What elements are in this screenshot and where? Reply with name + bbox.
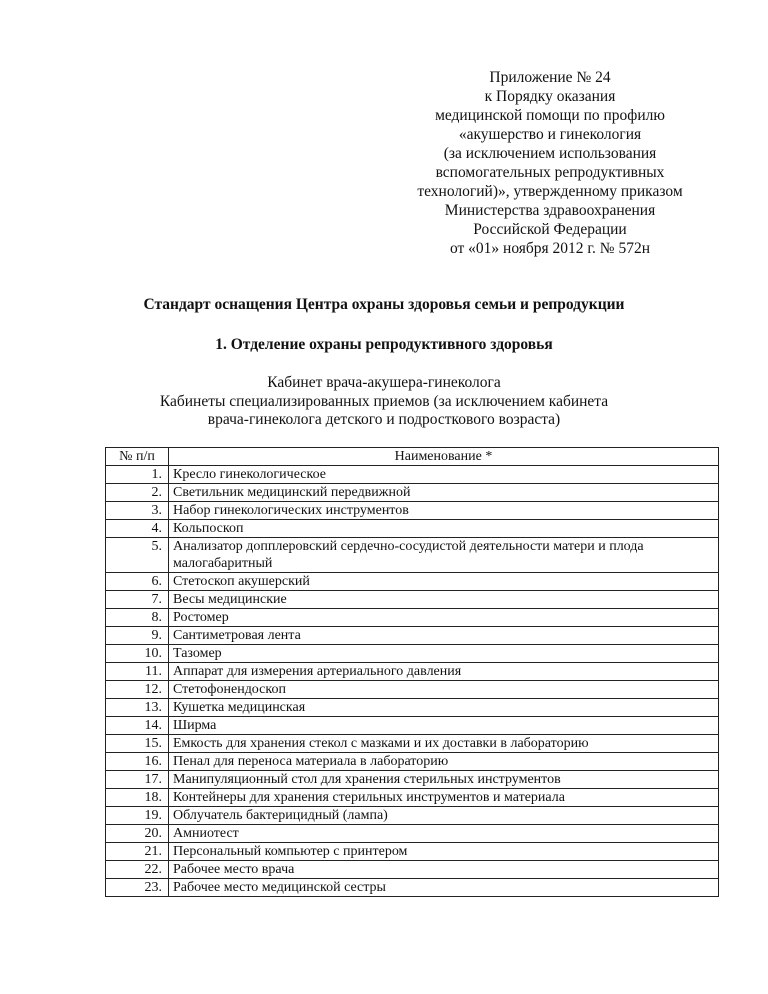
table-row: [106, 681, 719, 699]
table-row: [106, 627, 719, 645]
row-name: Тазомер: [169, 645, 719, 663]
appendix-line: технологий)», утвержденному приказом: [417, 183, 683, 200]
row-name: Стетофонендоскоп: [169, 681, 719, 699]
row-name: Кресло гинекологическое: [169, 466, 719, 484]
table-row: [106, 520, 719, 538]
table-row: [106, 789, 719, 807]
row-name: Ростомер: [169, 609, 719, 627]
appendix-line: вспомогательных репродуктивных: [435, 164, 665, 181]
table-row: [106, 573, 719, 591]
row-number: 6.: [106, 573, 169, 591]
row-name: Манипуляционный стол для хранения стерильных инструментов: [169, 771, 719, 789]
row-name: Кушетка медицинская: [169, 699, 719, 717]
table-row: [106, 591, 719, 609]
row-name: Кольпоскоп: [169, 520, 719, 538]
row-number: 2.: [106, 484, 169, 502]
row-name: Светильник медицинский передвижной: [169, 484, 719, 502]
table-row: [106, 645, 719, 663]
row-name: Весы медицинские: [169, 591, 719, 609]
row-name: Контейнеры для хранения стерильных инструментов и материала: [169, 789, 719, 807]
row-name: Пенал для переноса материала в лабораторию: [169, 753, 719, 771]
row-number: 16.: [106, 753, 169, 771]
cabinets-description: [0, 374, 768, 430]
row-number: 15.: [106, 735, 169, 753]
table-row: [106, 861, 719, 879]
row-number: 8.: [106, 609, 169, 627]
row-name: Персональный компьютер с принтером: [169, 843, 719, 861]
row-name: Емкость для хранения стекол с мазками и их доставки в лабораторию: [169, 735, 719, 753]
row-name: Ширма: [169, 717, 719, 735]
row-number: 17.: [106, 771, 169, 789]
appendix-line: Российской Федерации: [473, 221, 627, 238]
table-row: [106, 843, 719, 861]
cabinets-line: врача-гинеколога детского и подросткового возраста): [207, 411, 561, 428]
table-row: [106, 699, 719, 717]
row-number: 9.: [106, 627, 169, 645]
row-number: 3.: [106, 502, 169, 520]
table-row: [106, 753, 719, 771]
appendix-line: Приложение № 24: [489, 69, 611, 86]
appendix-line: к Порядку оказания: [484, 88, 616, 105]
header-number: № п/п: [106, 448, 169, 466]
row-name: Набор гинекологических инструментов: [169, 502, 719, 520]
table-row: [106, 484, 719, 502]
row-name: Амниотест: [169, 825, 719, 843]
appendix-header: [380, 68, 720, 258]
table-row: [106, 717, 719, 735]
row-number: 7.: [106, 591, 169, 609]
appendix-line: Министерства здравоохранения: [444, 202, 656, 219]
row-number: 5.: [106, 538, 169, 573]
row-number: 12.: [106, 681, 169, 699]
row-number: 23.: [106, 879, 169, 897]
table-header-row: [106, 448, 719, 466]
table-row: [106, 502, 719, 520]
row-number: 14.: [106, 717, 169, 735]
table-row: [106, 771, 719, 789]
table-row: [106, 735, 719, 753]
row-name: Рабочее место медицинской сестры: [169, 879, 719, 897]
appendix-line: от «01» ноября 2012 г. № 572н: [449, 240, 651, 257]
row-number: 4.: [106, 520, 169, 538]
row-number: 21.: [106, 843, 169, 861]
table-row: [106, 879, 719, 897]
cabinets-line: Кабинеты специализированных приемов (за исключением кабинета: [159, 392, 609, 410]
document-title: Стандарт оснащения Центра охраны здоровья семьи и репродукции: [143, 296, 625, 313]
section-heading: 1. Отделение охраны репродуктивного здоровья: [215, 336, 553, 353]
row-number: 13.: [106, 699, 169, 717]
row-number: 10.: [106, 645, 169, 663]
table-row: [106, 609, 719, 627]
appendix-line: медицинской помощи по профилю: [435, 107, 665, 124]
row-number: 18.: [106, 789, 169, 807]
table-row: [106, 663, 719, 681]
row-name: Аппарат для измерения артериального давления: [169, 663, 719, 681]
row-name: Облучатель бактерицидный (лампа): [169, 807, 719, 825]
appendix-line: «акушерство и гинекология: [458, 126, 642, 143]
table-row: [106, 807, 719, 825]
equipment-table-body: [106, 466, 719, 897]
cabinets-line: Кабинет врача-акушера-гинеколога: [267, 374, 501, 391]
row-name: Рабочее место врача: [169, 861, 719, 879]
row-number: 11.: [106, 663, 169, 681]
header-name: Наименование *: [169, 448, 719, 466]
equipment-table: [105, 447, 719, 897]
appendix-line: (за исключением использования: [443, 145, 657, 162]
row-number: 22.: [106, 861, 169, 879]
row-name: Анализатор допплеровский сердечно-сосудистой деятельности матери и плода малогабаритный: [169, 538, 719, 573]
row-name: Стетоскоп акушерский: [169, 573, 719, 591]
row-name: Сантиметровая лента: [169, 627, 719, 645]
row-number: 1.: [106, 466, 169, 484]
table-row: [106, 538, 719, 573]
row-number: 20.: [106, 825, 169, 843]
row-number: 19.: [106, 807, 169, 825]
table-row: [106, 466, 719, 484]
table-row: [106, 825, 719, 843]
